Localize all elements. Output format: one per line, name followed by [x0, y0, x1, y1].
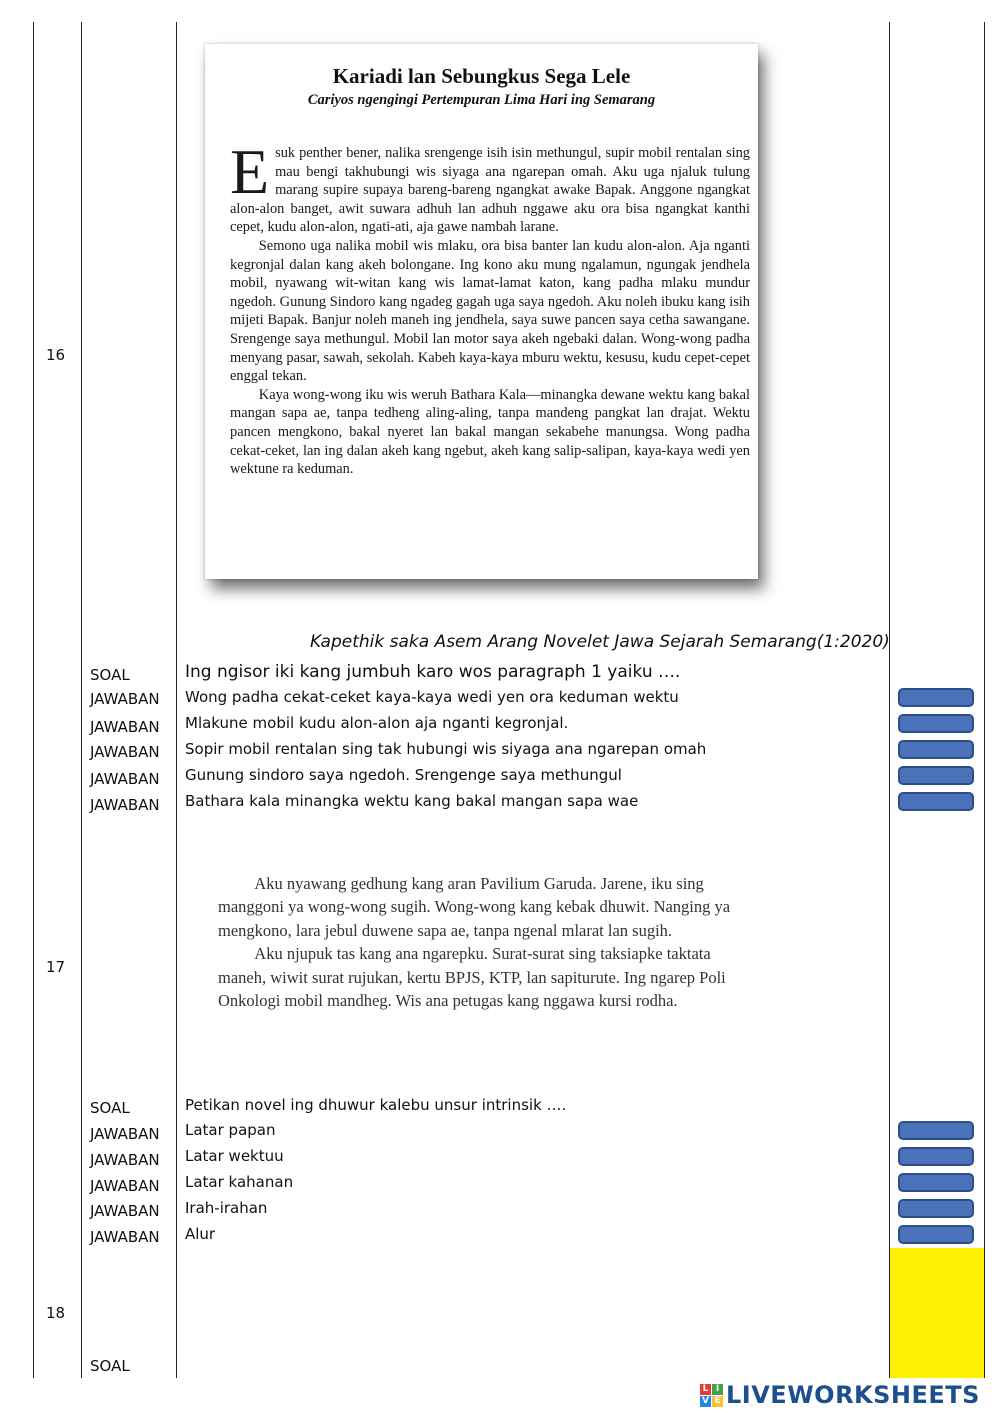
answer-box-17-4[interactable]: [898, 1199, 974, 1218]
soal-label-17: SOAL: [90, 1099, 130, 1117]
question-text-17: Petikan novel ing dhuwur kalebu unsur intrinsik ….: [185, 1096, 567, 1114]
jawaban-label: JAWABAN: [90, 770, 160, 788]
article-title: Kariadi lan Sebungkus Sega Lele: [332, 64, 631, 88]
question-text-16: Ing ngisor iki kang jumbuh karo wos paragraph 1 yaiku ….: [185, 662, 681, 682]
question-number-17: 17: [46, 958, 66, 976]
article-body: [230, 136, 750, 479]
answer-text: Latar kahanan: [185, 1173, 294, 1191]
logo-mark-icon: L I V E: [700, 1384, 723, 1407]
answer-box-17-1[interactable]: [898, 1121, 974, 1140]
jawaban-label: JAWABAN: [90, 1202, 160, 1220]
answer-text: Latar papan: [185, 1121, 276, 1139]
answer-box-17-2[interactable]: [898, 1147, 974, 1166]
jawaban-label: JAWABAN: [90, 690, 160, 708]
article-paragraph-2: Semono uga nalika mobil wis mlaku, ora bisa banter lan kudu alon-alon. Aja nganti kegronjal dalan kang akeh bolongane. Ing kono aku mung ngalamun, ngungak jendhela mobil, nyawang wit-witan kang wis lamat-lamat katon, kang padha mlaku mundur ngedoh. Gunung Sindoro kang ngadeg gagah uga saya ngedoh. Aku noleh ibuku kang isih mijeti Bapak. Banjur noleh maneh ing jendhela, saya suwe pancen saya cetha sawangane. Srengenge saya methungul. Mobil lan motor saya akeh ngebaki dalan. Wong-wong padha menyang pasar, sawah, sekolah. Kabeh kaya-kaya mburu wektu, kesusu, kudu cepet-cepet enggal tekan.: [230, 237, 750, 385]
answer-box-16-5[interactable]: [898, 792, 974, 811]
excerpt-image-17: [218, 872, 738, 1012]
table-border-col2: [176, 22, 177, 1378]
table-border-left: [33, 22, 34, 1378]
brand-text: LIVEWORKSHEETS: [726, 1381, 980, 1409]
table-border-col1: [81, 22, 82, 1378]
article-image-16: [205, 44, 758, 579]
answer-box-16-1[interactable]: [898, 688, 974, 707]
answer-text: Mlakune mobil kudu alon-alon aja nganti kegronjal.: [185, 714, 569, 732]
answer-text: Bathara kala minangka wektu kang bakal mangan sapa wae: [185, 792, 639, 810]
answer-box-17-3[interactable]: [898, 1173, 974, 1192]
jawaban-label: JAWABAN: [90, 1125, 160, 1143]
answer-text: Irah-irahan: [185, 1199, 268, 1217]
jawaban-label: JAWABAN: [90, 1151, 160, 1169]
answer-text: Wong padha cekat-ceket kaya-kaya wedi yen ora keduman wektu: [185, 688, 679, 706]
jawaban-label: JAWABAN: [90, 796, 160, 814]
jawaban-label: JAWABAN: [90, 1177, 160, 1195]
question-number-16: 16: [46, 346, 66, 364]
table-border-col3: [889, 22, 890, 1378]
answer-text: Sopir mobil rentalan sing tak hubungi wis siyaga ana ngarepan omah: [185, 740, 707, 758]
article-paragraph-1: Esuk penther bener, nalika srengenge isih isin methungul, supir mobil rentalan sing mau bengi takhubungi wis siyaga ana ngarepan omah. Aku uga njaluk tulung marang supire supaya bareng-bareng ngangkat awake Bapak. Anggone ngangkat alon-alon banget, awit suwara adhuh lan adhuh nggawe aku ora bisa ngangkat kanthi cepet, kudu alon-alon, ngati-ati, aja gawe nambah larane.: [230, 136, 750, 236]
table-border-right: [984, 22, 985, 1378]
answer-box-16-3[interactable]: [898, 740, 974, 759]
question-number-18: 18: [46, 1304, 66, 1322]
soal-label-16: SOAL: [90, 666, 130, 684]
article-subtitle: Cariyos ngengingi Pertempuran Lima Hari ing Semarang: [307, 92, 656, 108]
answer-box-17-5[interactable]: [898, 1225, 974, 1244]
excerpt-paragraph-2: Aku njupuk tas kang ana ngarepku. Surat-surat sing taksiapke taktata maneh, wiwit surat rujukan, kertu BPJS, KTP, lan sapiturute. Ing ngarep Poli Onkologi mobil mandheg. Wis ana petugas kang nggawa kursi rodha.: [218, 944, 726, 1011]
answer-text: Latar wektuu: [185, 1147, 284, 1165]
answer-text: Gunung sindoro saya ngedoh. Srengenge saya methungul: [185, 766, 622, 784]
answer-text: Alur: [185, 1225, 216, 1243]
jawaban-label: JAWABAN: [90, 718, 160, 736]
soal-label-18: SOAL: [90, 1357, 130, 1375]
yellow-highlight-box[interactable]: [890, 1248, 984, 1378]
article-paragraph-3: Kaya wong-wong iku wis weruh Bathara Kala—minangka dewane wektu kang bakal mangan sapa ae, tanpa tedheng aling-aling, tanpa mandeng pangkat lan drajat. Wektu pancen mengkono, bakal nyeret lan bakal mangan sekabehe manungsa. Wong padha cekat-ceket, lan ing dalan akeh kang ngebut, akeh kang salip-salipan, kaya-kaya wedi yen wektune ra keduman.: [230, 386, 750, 478]
liveworksheets-logo: [700, 1380, 980, 1410]
drop-cap: E: [230, 136, 270, 207]
answer-box-16-2[interactable]: [898, 714, 974, 733]
jawaban-label: JAWABAN: [90, 1228, 160, 1246]
citation: Kapethik saka Asem Arang Novelet Jawa Sejarah Semarang(1:2020): [310, 632, 890, 652]
answer-box-16-4[interactable]: [898, 766, 974, 785]
excerpt-paragraph-1: Aku nyawang gedhung kang aran Pavilium Garuda. Jarene, iku sing manggoni ya wong-wong sugih. Wong-wong kang kebak dhuwit. Nanging ya mengkono, lara jebul duwene sapa ae, tanpa ngenal mlarat lan sugih.: [218, 874, 731, 940]
jawaban-label: JAWABAN: [90, 743, 160, 761]
